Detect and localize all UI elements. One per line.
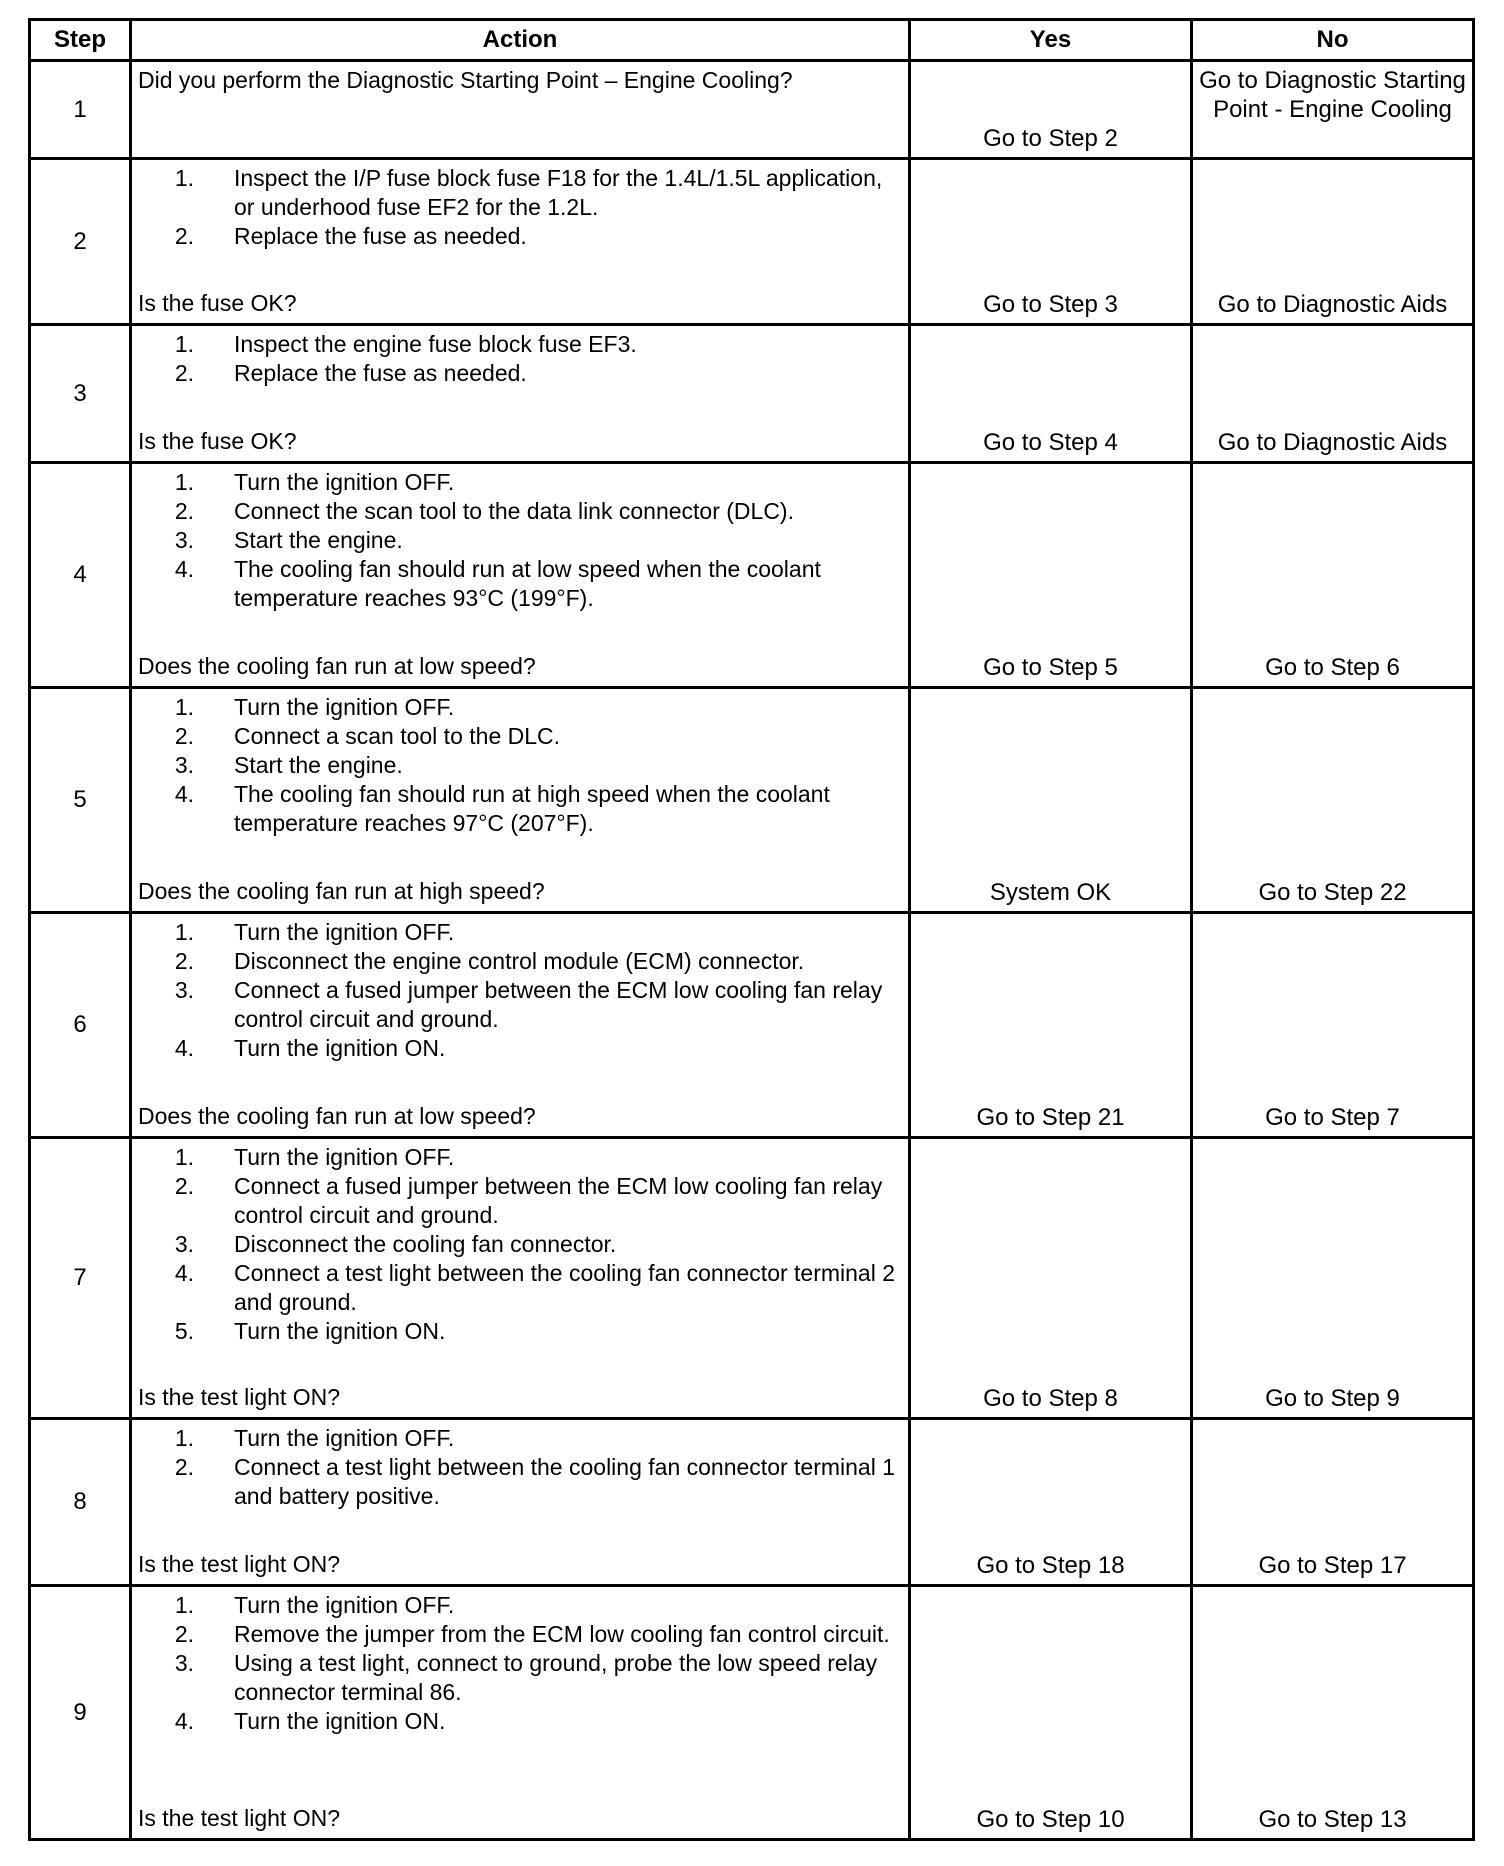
- list-item-text: Start the engine.: [234, 752, 403, 778]
- step-number: 4: [30, 463, 131, 688]
- list-item: [138, 722, 902, 751]
- no-result: Go to Step 7: [1192, 913, 1474, 1138]
- yes-result: Go to Step 2: [910, 61, 1192, 159]
- yes-result: Go to Step 5: [910, 463, 1192, 688]
- list-item-text: Turn the ignition OFF.: [234, 469, 455, 495]
- yes-result: System OK: [910, 688, 1192, 913]
- list-item-number: 2.: [174, 360, 194, 386]
- header-action: Action: [131, 20, 910, 61]
- yes-result: Go to Step 3: [910, 159, 1192, 325]
- action-content: [138, 1591, 902, 1833]
- yes-result: Go to Step 4: [910, 325, 1192, 463]
- list-item: [138, 1143, 902, 1172]
- list-item-text: Turn the ignition ON.: [234, 1035, 446, 1061]
- list-item: [138, 1453, 902, 1511]
- list-item-number: 4.: [174, 781, 194, 807]
- action-steps-list: [138, 468, 902, 613]
- list-item: [138, 1591, 902, 1620]
- list-item-text: Inspect the engine fuse block fuse EF3.: [234, 331, 637, 357]
- no-result: Go to Diagnostic Starting Point - Engine Cooling: [1192, 61, 1474, 159]
- action-cell: [131, 325, 910, 463]
- no-result: Go to Diagnostic Aids: [1192, 325, 1474, 463]
- list-item: [138, 330, 902, 359]
- list-item-text: Inspect the I/P fuse block fuse F18 for the 1.4L/1.5L application, or underhood fuse EF2 for the 1.2L.: [234, 165, 883, 220]
- list-item: [138, 780, 902, 838]
- action-steps-list: [138, 918, 902, 1063]
- action-cell: [131, 61, 910, 159]
- list-item: [138, 1649, 902, 1707]
- header-row: [30, 20, 1474, 61]
- header-yes: Yes: [910, 20, 1192, 61]
- action-steps-list: [138, 693, 902, 838]
- list-item-number: 2.: [174, 1173, 194, 1199]
- list-item-text: The cooling fan should run at low speed when the coolant temperature reaches 93°C (199°F).: [234, 556, 821, 611]
- list-item-text: Turn the ignition OFF.: [234, 694, 455, 720]
- action-question: Is the test light ON?: [138, 1805, 340, 1831]
- action-cell: [131, 1586, 910, 1840]
- list-item: [138, 751, 902, 780]
- action-question: Does the cooling fan run at low speed?: [138, 1103, 536, 1129]
- list-item-text: Turn the ignition OFF.: [234, 919, 455, 945]
- list-item: [138, 1230, 902, 1259]
- list-item-number: 4.: [174, 1035, 194, 1061]
- list-item-text: Replace the fuse as needed.: [234, 360, 527, 386]
- no-result: Go to Step 17: [1192, 1419, 1474, 1586]
- action-question: Does the cooling fan run at low speed?: [138, 653, 536, 679]
- action-steps-list: [138, 1143, 902, 1346]
- yes-result: Go to Step 21: [910, 913, 1192, 1138]
- action-question: Is the test light ON?: [138, 1551, 340, 1577]
- list-item: [138, 526, 902, 555]
- list-item: [138, 222, 902, 251]
- action-content: [138, 164, 902, 318]
- table-row: [30, 1419, 1474, 1586]
- list-item-number: 1.: [174, 694, 194, 720]
- list-item-number: 2.: [174, 948, 194, 974]
- no-result: Go to Step 22: [1192, 688, 1474, 913]
- action-question: Is the test light ON?: [138, 1384, 340, 1410]
- list-item: [138, 497, 902, 526]
- table-row: [30, 61, 1474, 159]
- list-item: [138, 1172, 902, 1230]
- list-item: [138, 918, 902, 947]
- list-item-number: 2.: [174, 723, 194, 749]
- no-result: Go to Step 9: [1192, 1138, 1474, 1419]
- list-item-text: Start the engine.: [234, 527, 403, 553]
- step-number: 1: [30, 61, 131, 159]
- table-row: [30, 159, 1474, 325]
- list-item: [138, 976, 902, 1034]
- list-item-number: 3.: [174, 1650, 194, 1676]
- action-cell: [131, 1419, 910, 1586]
- step-number: 7: [30, 1138, 131, 1419]
- list-item-text: Connect a test light between the cooling fan connector terminal 1 and battery positive.: [234, 1454, 896, 1509]
- action-cell: [131, 463, 910, 688]
- list-item-text: Turn the ignition OFF.: [234, 1425, 455, 1451]
- no-result: Go to Step 6: [1192, 463, 1474, 688]
- diagnostic-table: [28, 18, 1475, 1841]
- list-item-text: The cooling fan should run at high speed when the coolant temperature reaches 97°C (207°F).: [234, 781, 830, 836]
- action-question: Is the fuse OK?: [138, 428, 297, 454]
- list-item-number: 3.: [174, 527, 194, 553]
- header-step: Step: [30, 20, 131, 61]
- list-item-number: 1.: [174, 919, 194, 945]
- step-number: 3: [30, 325, 131, 463]
- list-item-text: Replace the fuse as needed.: [234, 223, 527, 249]
- list-item-number: 3.: [174, 752, 194, 778]
- list-item-number: 4.: [174, 1260, 194, 1286]
- list-item-number: 4.: [174, 556, 194, 582]
- action-cell: [131, 688, 910, 913]
- step-number: 2: [30, 159, 131, 325]
- action-intro: Did you perform the Diagnostic Starting Point – Engine Cooling?: [138, 67, 793, 93]
- list-item: [138, 1259, 902, 1317]
- table-row: [30, 463, 1474, 688]
- list-item: [138, 468, 902, 497]
- list-item-text: Connect the scan tool to the data link connector (DLC).: [234, 498, 794, 524]
- step-number: 5: [30, 688, 131, 913]
- list-item-number: 2.: [174, 223, 194, 249]
- list-item: [138, 1707, 902, 1736]
- action-steps-list: [138, 1424, 902, 1511]
- list-item-text: Turn the ignition OFF.: [234, 1592, 455, 1618]
- action-content: [138, 1143, 902, 1412]
- list-item-text: Turn the ignition ON.: [234, 1318, 446, 1344]
- list-item-number: 1.: [174, 1592, 194, 1618]
- table-row: [30, 325, 1474, 463]
- list-item-number: 4.: [174, 1708, 194, 1734]
- header-no: No: [1192, 20, 1474, 61]
- list-item-text: Remove the jumper from the ECM low cooling fan control circuit.: [234, 1621, 890, 1647]
- list-item-text: Turn the ignition ON.: [234, 1708, 446, 1734]
- action-cell: [131, 159, 910, 325]
- list-item-number: 1.: [174, 469, 194, 495]
- action-steps-list: [138, 1591, 902, 1736]
- list-item-number: 5.: [174, 1318, 194, 1344]
- action-question: Does the cooling fan run at high speed?: [138, 878, 545, 904]
- yes-result: Go to Step 10: [910, 1586, 1192, 1840]
- list-item: [138, 1620, 902, 1649]
- table-row: [30, 688, 1474, 913]
- action-cell: [131, 913, 910, 1138]
- list-item-number: 1.: [174, 1425, 194, 1451]
- table-row: [30, 1138, 1474, 1419]
- no-result: Go to Diagnostic Aids: [1192, 159, 1474, 325]
- list-item: [138, 359, 902, 388]
- step-number: 8: [30, 1419, 131, 1586]
- step-number: 6: [30, 913, 131, 1138]
- list-item-text: Disconnect the engine control module (ECM) connector.: [234, 948, 805, 974]
- list-item-number: 2.: [174, 1621, 194, 1647]
- action-steps-list: [138, 164, 902, 251]
- list-item-number: 1.: [174, 165, 194, 191]
- action-content: [138, 330, 902, 456]
- list-item-number: 2.: [174, 1454, 194, 1480]
- list-item-number: 2.: [174, 498, 194, 524]
- yes-result: Go to Step 8: [910, 1138, 1192, 1419]
- list-item: [138, 1317, 902, 1346]
- action-steps-list: [138, 330, 902, 388]
- list-item-text: Disconnect the cooling fan connector.: [234, 1231, 617, 1257]
- list-item: [138, 693, 902, 722]
- table-row: [30, 1586, 1474, 1840]
- yes-result: Go to Step 18: [910, 1419, 1192, 1586]
- no-result: Go to Step 13: [1192, 1586, 1474, 1840]
- list-item-text: Connect a test light between the cooling fan connector terminal 2 and ground.: [234, 1260, 896, 1315]
- list-item-number: 3.: [174, 1231, 194, 1257]
- list-item: [138, 164, 902, 222]
- list-item-number: 1.: [174, 331, 194, 357]
- list-item-number: 3.: [174, 977, 194, 1003]
- list-item-text: Connect a scan tool to the DLC.: [234, 723, 561, 749]
- table-row: [30, 913, 1474, 1138]
- list-item: [138, 1424, 902, 1453]
- action-cell: [131, 1138, 910, 1419]
- list-item: [138, 1034, 902, 1063]
- action-content: [138, 66, 902, 152]
- step-number: 9: [30, 1586, 131, 1840]
- list-item: [138, 555, 902, 613]
- list-item-text: Connect a fused jumper between the ECM low cooling fan relay control circuit and ground.: [234, 1173, 883, 1228]
- action-content: [138, 693, 902, 906]
- action-content: [138, 918, 902, 1131]
- list-item-number: 1.: [174, 1144, 194, 1170]
- list-item: [138, 947, 902, 976]
- list-item-text: Connect a fused jumper between the ECM low cooling fan relay control circuit and ground.: [234, 977, 883, 1032]
- action-content: [138, 468, 902, 681]
- list-item-text: Turn the ignition OFF.: [234, 1144, 455, 1170]
- action-content: [138, 1424, 902, 1579]
- list-item-text: Using a test light, connect to ground, probe the low speed relay connector terminal 86.: [234, 1650, 878, 1705]
- action-question: Is the fuse OK?: [138, 290, 297, 316]
